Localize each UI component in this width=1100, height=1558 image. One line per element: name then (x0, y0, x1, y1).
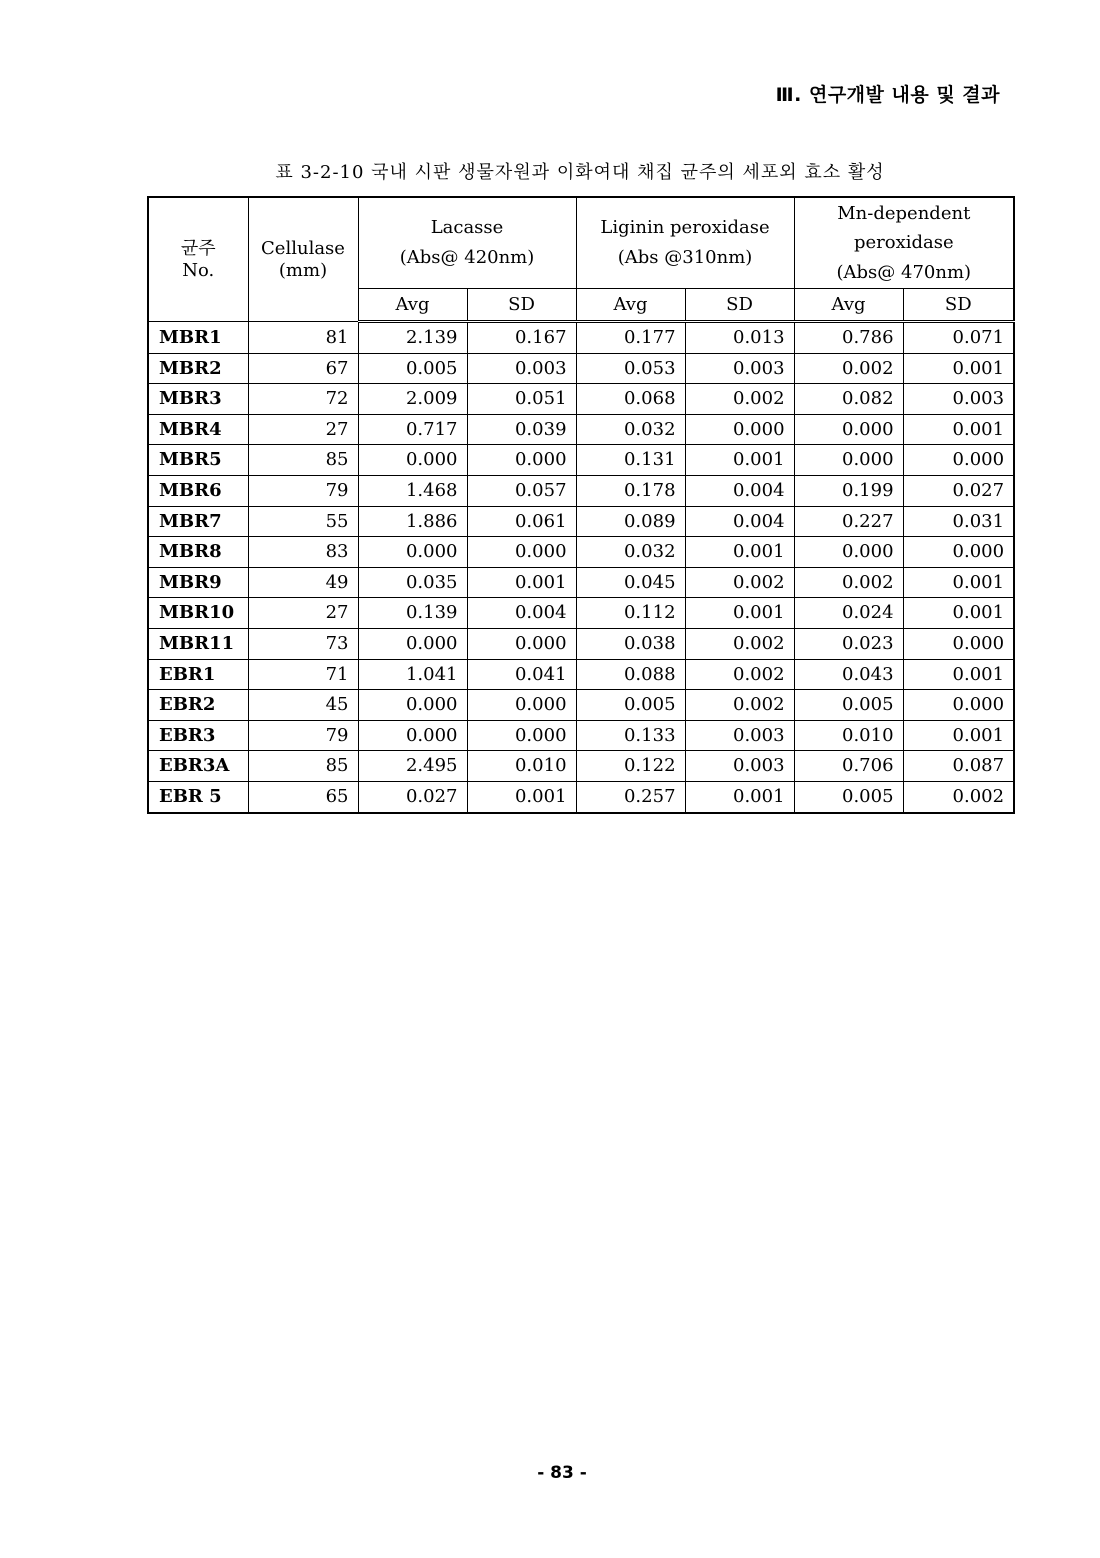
header-lignin-line1: Liginin peroxidase (600, 217, 770, 239)
cell-lignin-avg: 0.045 (576, 567, 685, 598)
cell-mn-sd: 0.002 (903, 781, 1014, 812)
cell-lacasse-avg: 1.886 (358, 506, 467, 537)
cell-lignin-sd: 0.001 (685, 781, 794, 812)
header-lacasse-avg: Avg (358, 289, 467, 322)
cell-mn-avg: 0.005 (794, 781, 903, 812)
cell-mn-avg: 0.024 (794, 598, 903, 629)
cell-strain: MBR9 (148, 567, 248, 598)
table-row (148, 720, 1014, 751)
cell-mn-avg: 0.199 (794, 475, 903, 506)
cell-mn-avg: 0.000 (794, 414, 903, 445)
cell-lacasse-sd: 0.001 (467, 781, 576, 812)
cell-lignin-sd: 0.004 (685, 475, 794, 506)
cell-strain: EBR3A (148, 751, 248, 782)
header-lignin-sd: SD (685, 289, 794, 322)
table-row (148, 659, 1014, 690)
cell-mn-sd: 0.087 (903, 751, 1014, 782)
cell-lignin-avg: 0.088 (576, 659, 685, 690)
table-row (148, 690, 1014, 721)
header-lacasse-sd: SD (467, 289, 576, 322)
cell-mn-sd: 0.001 (903, 659, 1014, 690)
cell-lacasse-sd: 0.001 (467, 567, 576, 598)
cell-lignin-sd: 0.000 (685, 414, 794, 445)
cell-mn-avg: 0.227 (794, 506, 903, 537)
header-mn-line3: (Abs@ 470nm) (836, 261, 972, 283)
enzyme-activity-table-container (147, 196, 1013, 814)
cell-mn-sd: 0.001 (903, 567, 1014, 598)
cell-mn-avg: 0.002 (794, 567, 903, 598)
cell-lignin-sd: 0.002 (685, 690, 794, 721)
cell-lacasse-sd: 0.041 (467, 659, 576, 690)
cell-lignin-sd: 0.001 (685, 537, 794, 568)
cell-mn-avg: 0.023 (794, 628, 903, 659)
cell-lignin-avg: 0.257 (576, 781, 685, 812)
cell-cellulase: 27 (248, 598, 358, 629)
cell-mn-avg: 0.000 (794, 445, 903, 476)
cell-mn-sd: 0.001 (903, 414, 1014, 445)
cell-lacasse-sd: 0.010 (467, 751, 576, 782)
cell-mn-sd: 0.027 (903, 475, 1014, 506)
cell-lacasse-avg: 0.000 (358, 690, 467, 721)
table-row (148, 384, 1014, 415)
cell-cellulase: 55 (248, 506, 358, 537)
cell-mn-sd: 0.001 (903, 353, 1014, 384)
header-mn-line2: peroxidase (853, 232, 954, 254)
cell-strain: MBR4 (148, 414, 248, 445)
table-row (148, 445, 1014, 476)
cell-mn-avg: 0.005 (794, 690, 903, 721)
header-lignin-avg: Avg (576, 289, 685, 322)
header-lignin-peroxidase (576, 197, 794, 289)
table-header (148, 197, 1014, 322)
cell-lacasse-sd: 0.039 (467, 414, 576, 445)
table-row (148, 322, 1014, 354)
cell-cellulase: 71 (248, 659, 358, 690)
cell-mn-sd: 0.031 (903, 506, 1014, 537)
cell-mn-sd: 0.001 (903, 598, 1014, 629)
cell-lignin-sd: 0.002 (685, 659, 794, 690)
cell-lignin-avg: 0.053 (576, 353, 685, 384)
table-row (148, 537, 1014, 568)
cell-strain: MBR8 (148, 537, 248, 568)
cell-mn-sd: 0.003 (903, 384, 1014, 415)
table-row (148, 414, 1014, 445)
cell-lignin-sd: 0.004 (685, 506, 794, 537)
cell-cellulase: 49 (248, 567, 358, 598)
cell-lacasse-avg: 2.139 (358, 322, 467, 354)
cell-lacasse-avg: 1.041 (358, 659, 467, 690)
table-row (148, 751, 1014, 782)
cell-lignin-avg: 0.122 (576, 751, 685, 782)
page-number: - 83 - (537, 1463, 587, 1483)
cell-lignin-avg: 0.038 (576, 628, 685, 659)
cell-lacasse-avg: 1.468 (358, 475, 467, 506)
cell-mn-avg: 0.010 (794, 720, 903, 751)
cell-strain: MBR3 (148, 384, 248, 415)
cell-lacasse-avg: 0.027 (358, 781, 467, 812)
cell-strain: MBR1 (148, 322, 248, 354)
cell-mn-avg: 0.082 (794, 384, 903, 415)
header-lacasse (358, 197, 576, 289)
header-strain-line1: 균주 (180, 237, 216, 259)
table-row (148, 506, 1014, 537)
cell-cellulase: 45 (248, 690, 358, 721)
table-caption: 표 3-2-10 국내 시판 생물자원과 이화여대 채집 균주의 세포외 효소 활성 (275, 162, 885, 183)
cell-mn-sd: 0.000 (903, 445, 1014, 476)
cell-mn-avg: 0.000 (794, 537, 903, 568)
cell-lacasse-sd: 0.167 (467, 322, 576, 354)
table-row (148, 353, 1014, 384)
cell-cellulase: 67 (248, 353, 358, 384)
cell-lacasse-avg: 2.009 (358, 384, 467, 415)
cell-mn-sd: 0.000 (903, 537, 1014, 568)
cell-lignin-sd: 0.002 (685, 628, 794, 659)
cell-strain: EBR1 (148, 659, 248, 690)
cell-cellulase: 79 (248, 720, 358, 751)
header-strain-line2: No. (182, 259, 215, 281)
cell-lacasse-sd: 0.051 (467, 384, 576, 415)
cell-cellulase: 79 (248, 475, 358, 506)
cell-strain: MBR11 (148, 628, 248, 659)
cell-lacasse-sd: 0.004 (467, 598, 576, 629)
enzyme-activity-table (147, 196, 1015, 814)
header-cellulase (248, 197, 358, 322)
cell-lignin-avg: 0.131 (576, 445, 685, 476)
cell-lacasse-avg: 0.000 (358, 445, 467, 476)
cell-lacasse-avg: 0.000 (358, 628, 467, 659)
cell-lignin-avg: 0.112 (576, 598, 685, 629)
cell-lacasse-sd: 0.000 (467, 445, 576, 476)
header-cellulase-line2: (mm) (278, 259, 328, 281)
header-row-main (148, 197, 1014, 289)
cell-lacasse-sd: 0.000 (467, 690, 576, 721)
cell-lignin-sd: 0.003 (685, 751, 794, 782)
cell-strain: MBR2 (148, 353, 248, 384)
cell-mn-avg: 0.786 (794, 322, 903, 354)
cell-lignin-sd: 0.003 (685, 720, 794, 751)
cell-lacasse-sd: 0.000 (467, 628, 576, 659)
cell-lignin-avg: 0.177 (576, 322, 685, 354)
cell-lacasse-sd: 0.000 (467, 720, 576, 751)
cell-mn-sd: 0.001 (903, 720, 1014, 751)
cell-cellulase: 85 (248, 751, 358, 782)
cell-cellulase: 65 (248, 781, 358, 812)
table-row (148, 781, 1014, 812)
cell-lignin-avg: 0.032 (576, 537, 685, 568)
header-cellulase-line1: Cellulase (261, 237, 345, 259)
cell-lacasse-sd: 0.003 (467, 353, 576, 384)
cell-lacasse-sd: 0.057 (467, 475, 576, 506)
cell-lignin-avg: 0.178 (576, 475, 685, 506)
cell-cellulase: 27 (248, 414, 358, 445)
cell-lignin-avg: 0.133 (576, 720, 685, 751)
table-row (148, 598, 1014, 629)
section-title: Ⅲ. 연구개발 내용 및 결과 (775, 84, 1000, 106)
cell-mn-sd: 0.000 (903, 628, 1014, 659)
header-lignin-line2: (Abs @310nm) (617, 247, 753, 268)
cell-lacasse-avg: 2.495 (358, 751, 467, 782)
cell-strain: EBR3 (148, 720, 248, 751)
cell-lignin-avg: 0.032 (576, 414, 685, 445)
cell-cellulase: 85 (248, 445, 358, 476)
cell-mn-avg: 0.043 (794, 659, 903, 690)
header-lacasse-line1: Lacasse (430, 217, 504, 239)
cell-strain: EBR 5 (148, 781, 248, 812)
header-mn-line1: Mn-dependent (837, 202, 971, 224)
cell-lignin-sd: 0.001 (685, 598, 794, 629)
cell-lignin-sd: 0.001 (685, 445, 794, 476)
cell-lacasse-avg: 0.000 (358, 537, 467, 568)
cell-strain: MBR5 (148, 445, 248, 476)
table-row (148, 628, 1014, 659)
cell-lignin-avg: 0.068 (576, 384, 685, 415)
cell-lacasse-avg: 0.005 (358, 353, 467, 384)
cell-lacasse-avg: 0.139 (358, 598, 467, 629)
cell-cellulase: 73 (248, 628, 358, 659)
cell-cellulase: 72 (248, 384, 358, 415)
cell-strain: EBR2 (148, 690, 248, 721)
table-row (148, 567, 1014, 598)
cell-cellulase: 81 (248, 322, 358, 354)
cell-strain: MBR7 (148, 506, 248, 537)
cell-lignin-sd: 0.002 (685, 567, 794, 598)
cell-lacasse-sd: 0.061 (467, 506, 576, 537)
header-strain (148, 197, 248, 322)
cell-mn-sd: 0.000 (903, 690, 1014, 721)
cell-lacasse-avg: 0.035 (358, 567, 467, 598)
cell-lignin-avg: 0.089 (576, 506, 685, 537)
cell-lacasse-avg: 0.717 (358, 414, 467, 445)
header-mn-sd: SD (903, 289, 1014, 322)
cell-lacasse-avg: 0.000 (358, 720, 467, 751)
cell-lignin-sd: 0.002 (685, 384, 794, 415)
table-body (148, 322, 1014, 813)
header-mn-avg: Avg (794, 289, 903, 322)
cell-lignin-sd: 0.003 (685, 353, 794, 384)
header-lacasse-line2: (Abs@ 420nm) (399, 247, 535, 268)
cell-lacasse-sd: 0.000 (467, 537, 576, 568)
cell-strain: MBR6 (148, 475, 248, 506)
header-mn-peroxidase (794, 197, 1014, 289)
table-row (148, 475, 1014, 506)
cell-lignin-avg: 0.005 (576, 690, 685, 721)
cell-cellulase: 83 (248, 537, 358, 568)
cell-lignin-sd: 0.013 (685, 322, 794, 354)
cell-strain: MBR10 (148, 598, 248, 629)
cell-mn-sd: 0.071 (903, 322, 1014, 354)
cell-mn-avg: 0.706 (794, 751, 903, 782)
cell-mn-avg: 0.002 (794, 353, 903, 384)
